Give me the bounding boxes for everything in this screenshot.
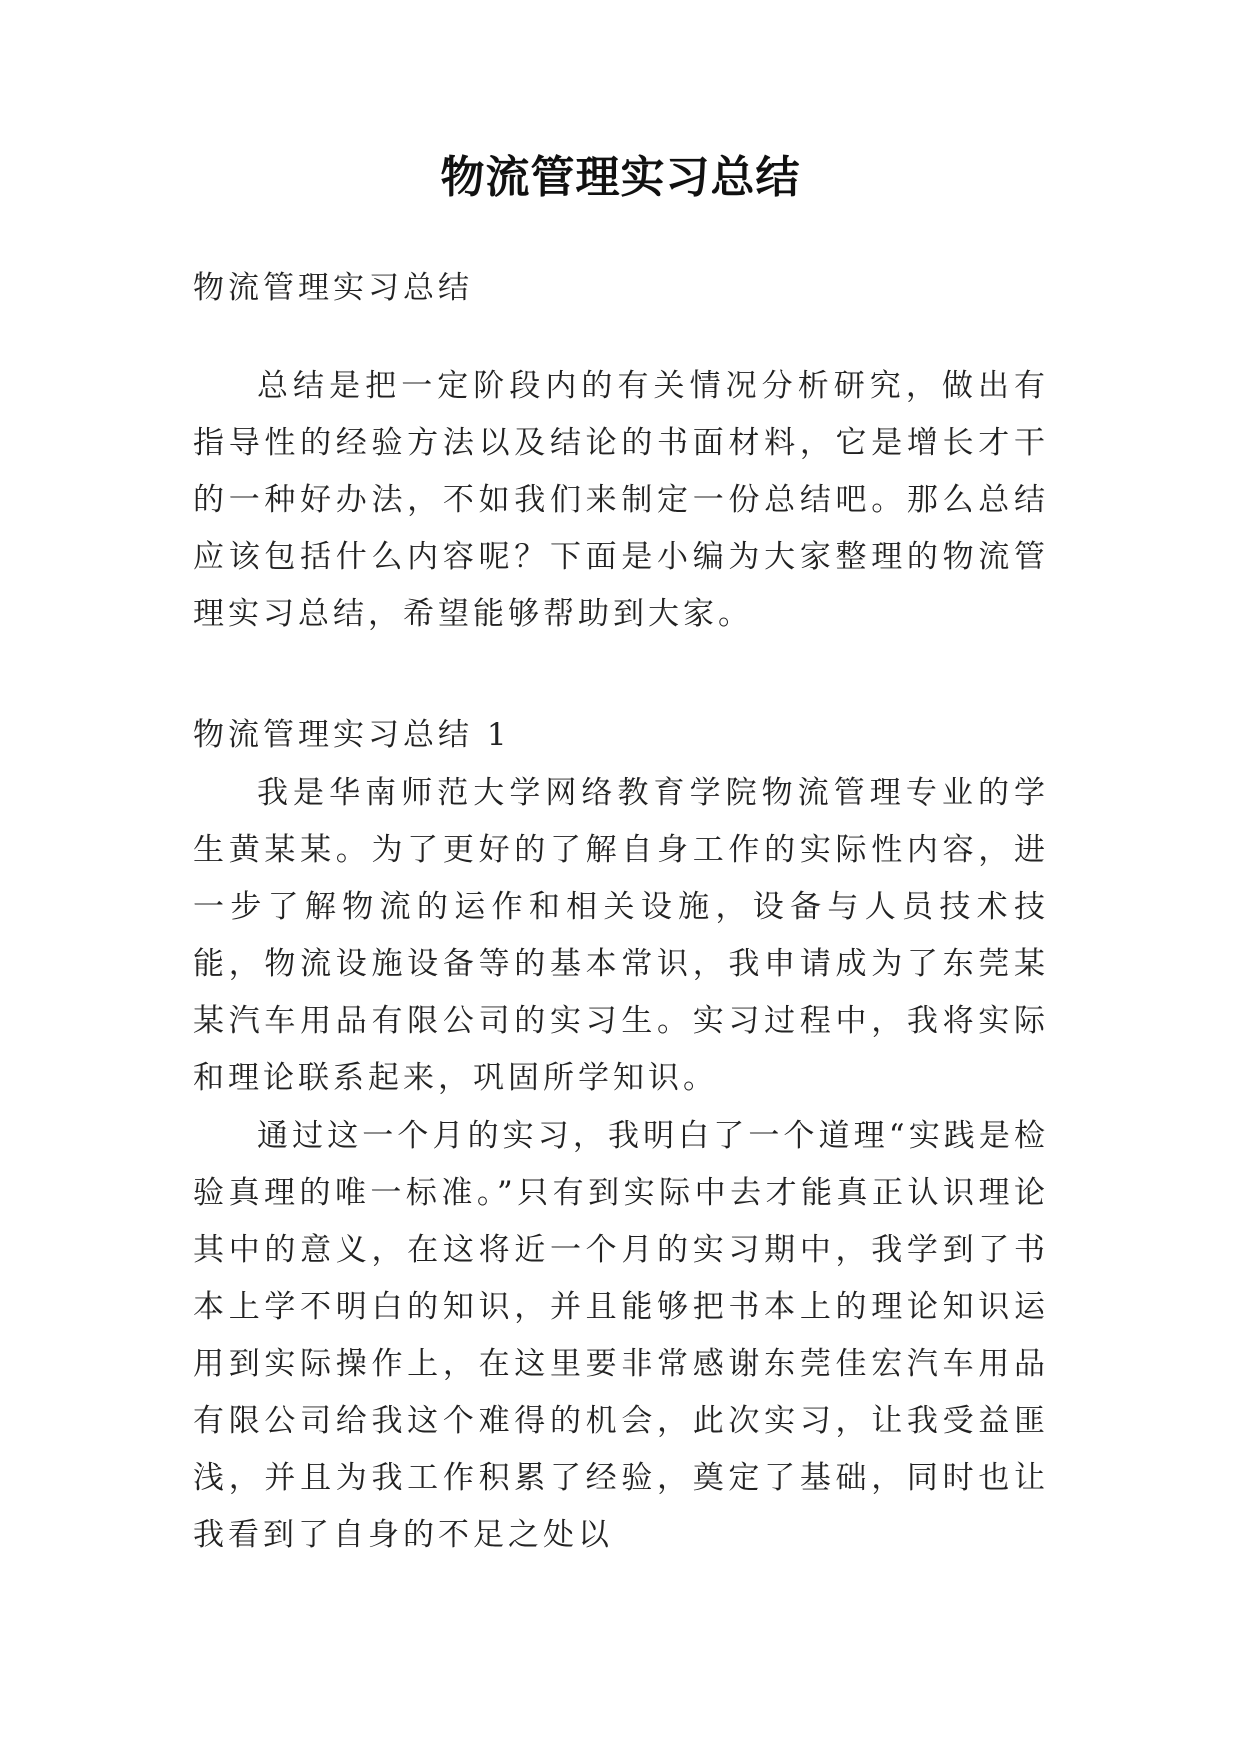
body-paragraph-2: 通过这一个月的实习，我明白了一个道理“实践是检验真理的唯一标准。”只有到实际中去才能真正认识理论其中的意义，在这将近一个月的实习期中，我学到了书本上学不明白的知识，并且能够把书本上的理论知识运用到实际操作上，在这里要非常感谢东莞佳宏汽车用品有限公司给我这个难得的机会，此次实习，让我受益匪浅，并且为我工作积累了经验，奠定了基础，同时也让我看到了自身的不足之处以 bbox=[193, 1118, 1049, 1553]
document-subtitle: 物流管理实习总结 bbox=[193, 270, 473, 306]
intro-paragraph: 总结是把一定阶段内的有关情况分析研究，做出有指导性的经验方法以及结论的书面材料，它是增长才干的一种好办法，不如我们来制定一份总结吧。那么总结应该包括什么内容呢？下面是小编为大家整理的物流管理实习总结，希望能够帮助到大家。 bbox=[193, 368, 1049, 632]
body-paragraph-1: 我是华南师范大学网络教育学院物流管理专业的学生黄某某。为了更好的了解自身工作的实际性内容，进一步了解物流的运作和相关设施，设备与人员技术技能，物流设施设备等的基本常识，我申请成为了东莞某某汽车用品有限公司的实习生。实习过程中，我将实际和理论联系起来，巩固所学知识。 bbox=[193, 775, 1049, 1096]
document-title: 物流管理实习总结 bbox=[440, 152, 801, 203]
section-heading: 物流管理实习总结 1 bbox=[193, 717, 511, 753]
